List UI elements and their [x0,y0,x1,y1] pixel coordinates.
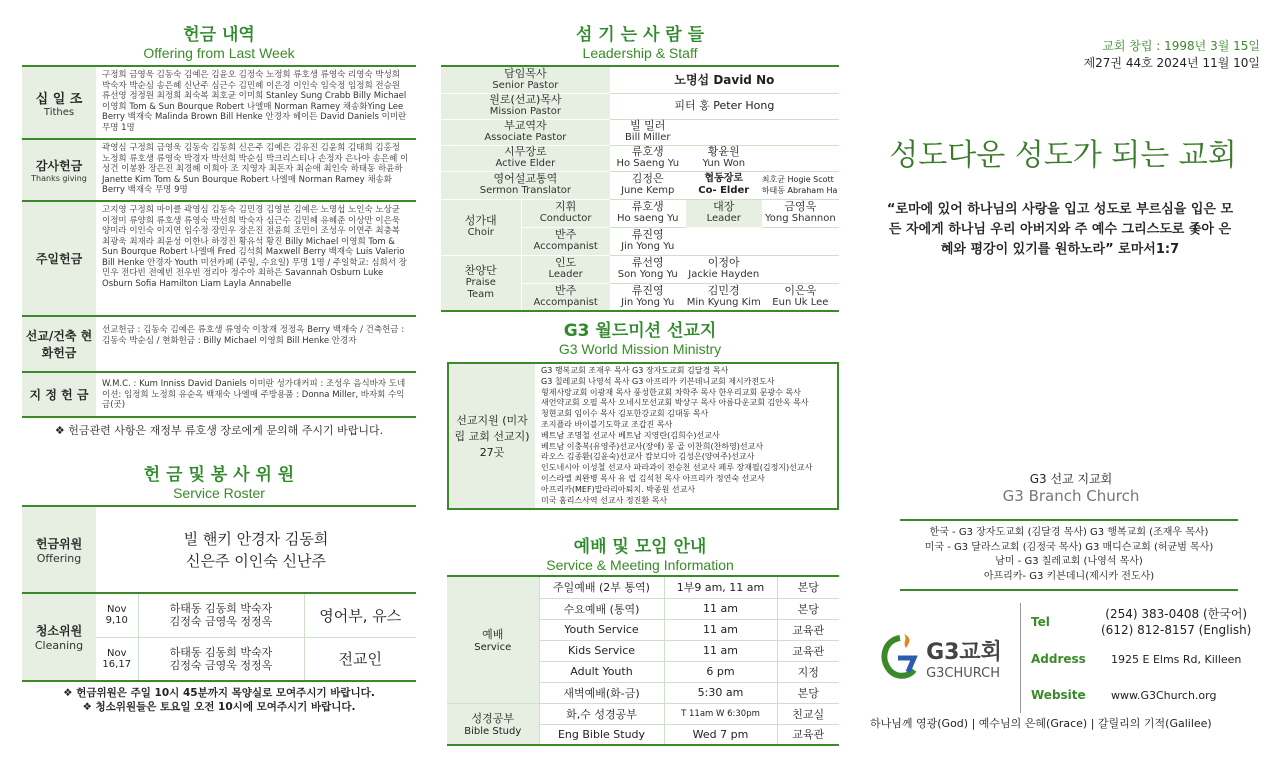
worship-place: 친교실 [777,703,839,724]
website-link[interactable]: www.G3Church.org [1111,688,1217,702]
mission-pastor-label-en: Mission Pastor [489,106,562,117]
mission-line: G3 행복교회 조재우 목사 G3 장자도교회 김달경 목사 [541,366,729,375]
worship-place: 지정 [777,661,839,682]
praise-accompanist-3: 이은욱 [784,283,817,297]
cleaning-date-2: Nov 16,17 [96,637,138,681]
worship-name: Youth Service [539,619,664,640]
choir-leader-name-en: Yong Shannon [765,213,836,224]
offering-committee-names-2: 신은주 이인숙 신난주 [186,551,326,570]
worship-place: 교육관 [777,619,839,640]
assoc-pastor-label: 부교역자 [504,119,547,132]
worship-place: 교육관 [777,724,839,745]
church-motto: 성도다운 성도가 되는 교회 [889,138,1237,173]
worship-row [447,577,839,598]
contact-area [860,603,1260,713]
praise-label-en-1: Praise [465,276,496,288]
leadership-column [441,0,839,746]
address-label: Address [1031,652,1086,666]
offering-subtitle: Offering from Last Week [143,45,295,61]
praise-leader-label-en: Leader [548,269,583,280]
roster-note-2: ❖ 청소위원들은 토요일 오전 10시에 모여주시기 바랍니다. [82,701,356,713]
coelder-2-name: 하태동 Abraham Ha [761,186,838,195]
mission-line: 미국 홈리스사역 선교사 정진환 목사 [541,495,668,505]
mission-line: 인도네시아 이성철 선교사 파라과이 전승천 선교사 페루 장재필(김정지)선교사 [541,463,813,473]
mission-line: G3 칠레교회 나영석 목사 G3 아프리카 키븐데니교회 제시카전도사 [541,376,775,386]
assoc-pastor-name-en: Bill Miller [624,132,671,143]
coelder-1-name: 최호균 Hogie Scott [761,175,834,184]
senior-pastor-name: 노명섭 David No [674,72,775,87]
praise-leader-1: 류선영 [631,256,664,269]
leadership-table [441,67,839,312]
thanks-names: 곽영심 구정희 금영욱 김동숙 김동희 신은주 김예은 김유진 김윤희 김태희 김홍정 노정희 류호생 류영숙 박경자 박선희 박순심 박크리스티나 손정자 은나아 송은혜 이성건 이봉환 장은진 최경혜 이희아 조 지영자 최돈자 최순애 최인숙 하태동 하윤하 Janette Kim Tom & Sun Bourque Robert 나엘매 Norman Ramey 채송화 Berry 백재숙 무명 9명 [96,139,416,201]
offering-header [22,20,416,61]
footer-slogan: 하나님께 영광(God) | 예수님의 은혜(Grace) | 갈릴리의 기적(Galilee) [870,717,1212,730]
praise-accompanist-1: 류진영 [631,283,664,297]
mission-pastor-name: 피터 홍 Peter Hong [674,99,775,112]
contact-info [1020,603,1260,713]
mission-header [441,316,839,357]
cleaning-label: 청소위원 [35,624,83,638]
mission-title: G3 월드미션 선교지 [563,321,717,341]
choir-accompanist-label: 반주 [554,228,577,241]
conductor-label: 지휘 [554,200,577,213]
cleaning-label-en: Cleaning [34,639,84,652]
choir-leader-label-en: Leader [706,213,741,224]
coelder-label-en: Co- Elder [698,185,750,196]
translator-label-en: Sermon Translator [479,185,572,196]
assoc-pastor-name: 빌 밀러 [630,119,666,132]
elder-2-name: 황윤원 [707,145,740,158]
praise-label-en-2: Team [467,288,494,300]
choir-accompanist-label-en: Accompanist [533,241,598,252]
g3-logo-icon [878,632,922,684]
thanks-label-en: Thanks giving [31,174,87,183]
senior-pastor-label-en: Senior Pastor [492,79,559,91]
worship-header [441,532,839,573]
service-label-en: Service [474,642,512,654]
mission-line: 이스라엘 최완병 목사 유 럽 김석천 목사 아프리카 정연숙 선교사 [541,473,765,483]
thanks-label: 감사헌금 [35,159,83,173]
website-label: Website [1031,688,1086,702]
tithes-label-en: Tithes [43,106,75,118]
worship-title: 예배 및 모임 안내 [573,537,707,557]
choir-label: 성가대 [464,214,497,227]
offering-column [22,0,416,714]
mission-line: 라오스 김종환(김윤숙)선교사 캄보디아 김성은(양여주)선교사 [541,452,755,462]
worship-time: 5:30 am [664,682,777,703]
service-label: 예배 [482,628,504,642]
translator-name-en: June Kemp [621,185,675,196]
worship-time: 11 am [664,640,777,661]
branch-item: 미국 - G3 달라스교회 (김정국 목사) G3 매디슨교회 (허균범 목사) [924,541,1214,553]
designated-names: W.M.C. : Kum Inniss David Daniels 이미란 성가대커피 : 조성우 음식바자 도네이션: 임정희 노정희 유순옥 백재숙 나엘매 주방용품 : Donna Miller, 바자회 수익금(곳) [96,372,416,417]
choir-accompanist-name: 류진영 [631,228,664,241]
branch-list [900,519,1238,591]
branch-title: G3 선교 지교회 [1029,472,1113,486]
praise-leader-2: 이정아 [707,256,740,269]
cleaning-date-1: Nov 9,10 [96,593,138,637]
praise-accompanist-label: 반주 [554,283,577,297]
cleaning-group-1: 영어부, 유스 [319,606,402,625]
roster-header [22,460,416,501]
tel-label: Tel [1031,615,1050,629]
address: 1925 E Elms Rd, Killeen [1111,652,1242,666]
praise-label: 찬양단 [464,263,497,277]
elder-label: 시무장로 [504,145,547,158]
offering-row [22,372,416,417]
branch-item: 한국 - G3 장자도교회 (김달경 목사) G3 행복교회 (조재우 목사) [929,527,1209,538]
praise-accompanist-2-en: Min Kyung Kim [686,296,761,308]
worship-subtitle: Service & Meeting Information [546,557,734,573]
worship-row [447,703,839,724]
worship-time: 11 am [664,598,777,619]
worship-time: 11 am [664,619,777,640]
choir-label-en: Choir [467,227,494,238]
worship-time: Wed 7 pm [664,724,777,745]
mission-line: 형제사랑교회 이광재 목사 풍성한교회 차학주 목사 한우리교회 문광수 목사 [541,387,801,397]
roster-note-1: ❖ 헌금위원은 주일 10시 45분까지 목양실로 모여주시기 바랍니다. [63,687,375,699]
praise-leader-2-en: Jackie Hayden [688,269,760,280]
tel-korean: (254) 383-0408 (한국어) [1105,607,1248,621]
worship-name: 주일예배 (2부 통역) [539,577,664,598]
bible-label: 성경공부 [471,712,514,726]
mission-line: 조지플라 바이블기도학교 조갑진 목사 [541,419,673,429]
cover-column [860,0,1260,731]
mission-building-label: 선교/건축 현화헌금 [25,329,93,360]
mission-pastor-label: 원로(선교)목사 [489,93,562,106]
worship-place: 교육관 [777,640,839,661]
praise-leader-1-en: Son Yong Yu [617,269,678,280]
offering-row [22,67,416,139]
conductor-name-en: Ho saeng Yu [617,213,679,224]
leadership-header [441,20,839,61]
mission-subtitle: G3 World Mission Ministry [558,341,722,357]
designated-label: 지 정 헌 금 [29,388,89,402]
offering-row [22,139,416,201]
worship-table [447,577,839,746]
worship-time: T 11am W 6:30pm [664,703,777,724]
worship-place: 본당 [777,682,839,703]
roster-title: 헌 금 및 봉 사 위 원 [143,465,295,485]
offering-committee-label-en: Offering [36,551,82,565]
elder-label-en: Active Elder [495,158,556,169]
elder-1-name: 류호생 [631,145,664,158]
cleaning-group-2: 전교인 [338,650,382,669]
tel-english: (612) 812-8157 (English) [1101,623,1252,637]
leadership-title: 섬 기 는 사 람 들 [575,25,705,45]
issue-info: 제27권 44호 2024년 11월 10일 [1083,56,1260,70]
worship-name: 수요예배 (통역) [539,598,664,619]
offering-title: 헌금 내역 [183,25,255,45]
sunday-names: 고지영 구정희 마이클 곽영심 김동숙 김민경 김영분 김예은 노명섭 노인숙 노상균 이정미 류양희 류호생 류영숙 박선희 박숙자 심근수 김민혜 유혜준 이상만 이은욱 양미라 이인숙 이지연 임수정 장민우 장은진 전윤희 조민이 조성우 이연주 최충복 최광욱 최재라 최윤성 이한나 하경진 황유석 황진 Billy Michael 이영희 Tom & Sun Bourque Robert 나엘매 Fred 김석희 Maxwell Berry 백재숙 Luis Valerio Bill Henke 안경자 Youth 미션카페 (주일, 수요일) 무명 1명 / 주일학교: 심희서 장민우 전다빈 전예빈 전우빈 정리아 정수아 최하은 Savannah Osburn Luke Osburn Sofia Hamilton Liam Layla Annabelle [96,201,416,316]
roster-subtitle: Service Roster [173,485,265,501]
worship-name: Adult Youth [539,661,664,682]
tithes-names: 구정희 금영욱 김동숙 김예은 김윤오 김정숙 노정희 류호생 류영숙 리영숙 박성희 박숙자 박순심 송은혜 신난주 심근수 김민혜 이은경 이인숙 임숙정 임정희 전승원 류선영 정정원 최정희 최숙복 최호균 이미희 Stanley Sung Crabb Billy Michael 이영희 Tom & Sun Bourque Robert 나엘매 Norman Ramey 채송화Ying Lee Berry 백재숙 Malinda Brown Bill Henke 안경자 헤이든 David Daniels 이미란 무명 1명 [96,67,416,139]
choir-accompanist-name-en: Jin Yong Yu [621,241,675,252]
offering-row [22,316,416,372]
branch-subtitle: G3 Branch Church [1002,487,1140,505]
branch-item: 남미 - G3 칠레교회 (나영석 목사) [995,556,1143,567]
translator-label: 영어설교통역 [493,172,558,185]
mission-line: 청현교회 임이수 목사 김포한강교회 김대동 목사 [541,409,709,419]
praise-accompanist-1-en: Jin Yong Yu [621,296,675,308]
sunday-label: 주일헌금 [35,252,83,266]
mission-line: 새언약교회 오필 목사 오네시모선교회 박상구 목사 아름다운교회 김안옥 목사 [541,398,809,408]
praise-accompanist-2: 김민경 [707,283,740,297]
cleaning-names-1a: 하태동 김동희 박숙자 [169,602,273,616]
mission-box [447,362,839,510]
worship-place: 본당 [777,598,839,619]
elder-1-name-en: Ho Saeng Yu [616,158,680,169]
founded-date: 교회 창립 : 1998년 3월 15일 [1102,39,1260,53]
worship-name: Eng Bible Study [539,724,664,745]
roster-table [22,507,416,682]
bible-verse: “로마에 있어 하나님의 사랑을 입고 성도로 부르심을 입은 모든 자에게 하나님 우리 아버지와 주 예수 그리스도로 좇아 은혜와 평강이 있기를 원하노라” 로마서1:7 [886,202,1234,257]
praise-leader-label: 인도 [554,256,577,269]
cleaning-names-1b: 김정숙 금영욱 정정옥 [169,615,273,629]
branch-item: 아프리카- G3 키븐데니(제시카 전도사) [983,570,1155,582]
worship-place: 본당 [777,577,839,598]
mission-building-names: 선교헌금 : 김동숙 김예은 류호생 류영숙 이창재 정정옥 Berry 백재숙 / 건축헌금 : 김동숙 박순심 / 현화헌금 : Billy Michael 이영희 Bill Henke 안경자 [96,316,416,372]
logo-subtext: G3CHURCH [926,666,1001,681]
senior-pastor-label: 담임목사 [504,66,547,80]
mission-line: 아프리카(MEF)말라리아퇴치. 박종원 선교사 [541,484,696,494]
conductor-label-en: Conductor [539,213,592,224]
worship-name: 화,수 성경공부 [539,703,664,724]
mission-label: 선교지원 (미자립 교회 선교지) 27곳 [449,364,535,508]
praise-accompanist-label-en: Accompanist [533,296,598,308]
church-logo [860,603,1020,713]
assoc-pastor-label-en: Associate Pastor [484,132,567,143]
elder-2-name-en: Yun Won [702,158,746,169]
praise-accompanist-3-en: Eun Uk Lee [772,296,829,308]
bible-label-en: Bible Study [464,726,522,738]
offering-note: ❖ 헌금관련 사항은 재정부 류호생 장로에게 문의해 주시기 바랍니다. [54,424,384,437]
logo-text: G3교회 [926,640,1002,665]
worship-name: Kids Service [539,640,664,661]
conductor-name: 류호생 [631,200,664,213]
cleaning-names-2b: 김정숙 금영욱 정정옥 [169,658,273,672]
offering-committee-names-1: 빌 핸키 안경자 김동희 [183,529,329,548]
mission-list [535,364,818,508]
worship-name: 새벽예배(화-금) [539,682,664,703]
worship-time: 1부9 am, 11 am [664,577,777,598]
mission-line: 베트남 이충복(유영주)선교사(장애) 몽 골 이찬희(찬하영)선교사 [541,441,764,451]
leadership-subtitle: Leadership & Staff [582,45,698,61]
offering-row [22,201,416,316]
choir-leader-name: 금영욱 [784,200,817,213]
worship-time: 6 pm [664,661,777,682]
coelder-label: 협동장로 [704,173,744,184]
translator-name: 김정은 [631,172,664,185]
offering-table [22,67,416,418]
mission-line: 베트남 조명철 선교사 베트남 지영란(김희수)선교사 [541,430,720,440]
cleaning-names-2a: 하태동 김동희 박숙자 [169,645,273,659]
choir-leader-label: 대장 [713,200,735,213]
offering-committee-label: 헌금위원 [35,536,83,551]
tithes-label: 십 일 조 [35,91,83,107]
